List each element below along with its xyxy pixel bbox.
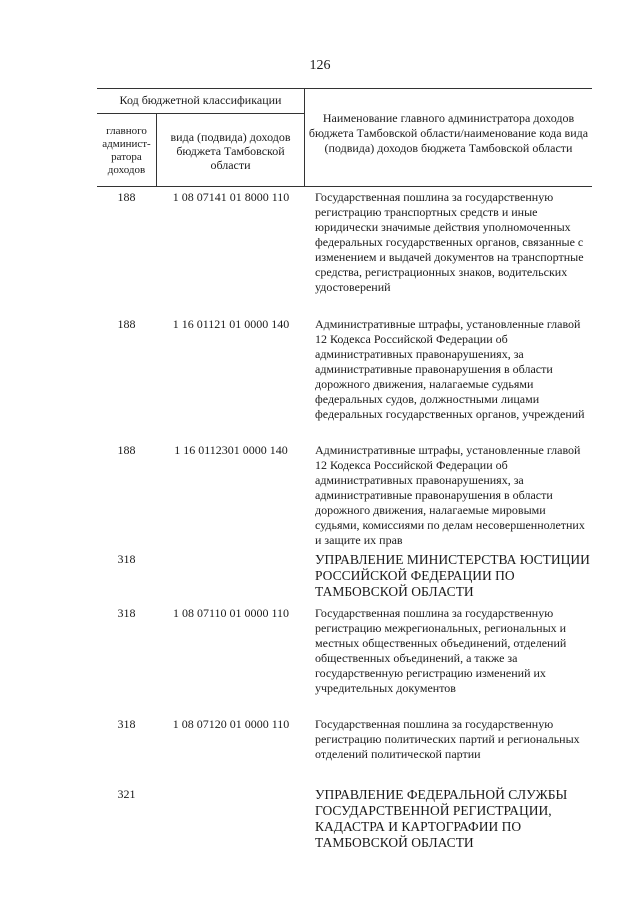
income-code: 1 08 07141 01 8000 110 <box>172 190 290 204</box>
section-heading: УПРАВЛЕНИЕ ФЕДЕРАЛЬНОЙ СЛУЖБЫ ГОСУДАРСТВЕННОЙ РЕГИСТРАЦИИ, КАДАСТРА И КАРТОГРАФИИ ПО ТАМБОВСКОЙ ОБЛАСТИ <box>315 787 568 850</box>
admin-code: 188 <box>117 443 136 457</box>
admin-code: 318 <box>117 717 136 731</box>
admin-code: 188 <box>117 317 136 331</box>
income-code: 1 08 07110 01 0000 110 <box>172 606 290 620</box>
row-description: Государственная пошлина за государственную регистрацию политических партий и региональных отделений политической партии <box>315 717 580 761</box>
income-code: 1 16 01121 01 0000 140 <box>172 317 290 331</box>
header-col-income-type: вида (подвида) доходов бюджета Тамбовской области <box>170 130 291 172</box>
income-code: 1 16 0112301 0000 140 <box>174 443 288 457</box>
row-description: Административные штрафы, установленные главой 12 Кодекса Российской Федерации об административных правонарушениях, за административные правонарушения в области дорожного движения, налагаемые судьями федеральных судов, должностными лицами федеральных государственных органов, учреждений <box>315 317 585 421</box>
row-description: Административные штрафы, установленные главой 12 Кодекса Российской Федерации об административных правонарушениях, за административные правонарушения в области дорожного движения, налагаемые мировыми судьями, комиссиями по делам несовершеннолетних и защите их прав <box>315 443 585 547</box>
section-heading: УПРАВЛЕНИЕ МИНИСТЕРСТВА ЮСТИЦИИ РОССИЙСКОЙ ФЕДЕРАЦИИ ПО ТАМБОВСКОЙ ОБЛАСТИ <box>315 552 590 599</box>
admin-code: 318 <box>117 606 136 620</box>
income-code: 1 08 07120 01 0000 110 <box>172 717 290 731</box>
page-number: 126 <box>309 58 331 73</box>
header-divider <box>97 113 304 114</box>
header-col-name: Наименование главного администратора доходов бюджета Тамбовской области/наименование кода вида (подвида) доходов бюджета Тамбовской области <box>308 111 589 155</box>
admin-code: 318 <box>117 552 136 566</box>
table-header <box>97 88 592 187</box>
admin-code: 321 <box>117 787 136 801</box>
admin-code: 188 <box>117 190 136 204</box>
header-kbk: Код бюджетной классификации <box>119 93 282 107</box>
row-description: Государственная пошлина за государственную регистрацию транспортных средств и иные юридически значимые действия уполномоченных федеральных государственных органов, связанные с изменением и выдачей документов на транспортные средства, регистрационных знаков, водительских удостоверений <box>315 190 584 294</box>
header-col-admin: главного админист- ратора доходов <box>102 125 151 176</box>
row-description: Государственная пошлина за государственную регистрацию межрегиональных, региональных и местных общественных объединений, отделений общественных объединений, а также за государственную регистрацию изменений их учредительных документов <box>315 606 567 695</box>
